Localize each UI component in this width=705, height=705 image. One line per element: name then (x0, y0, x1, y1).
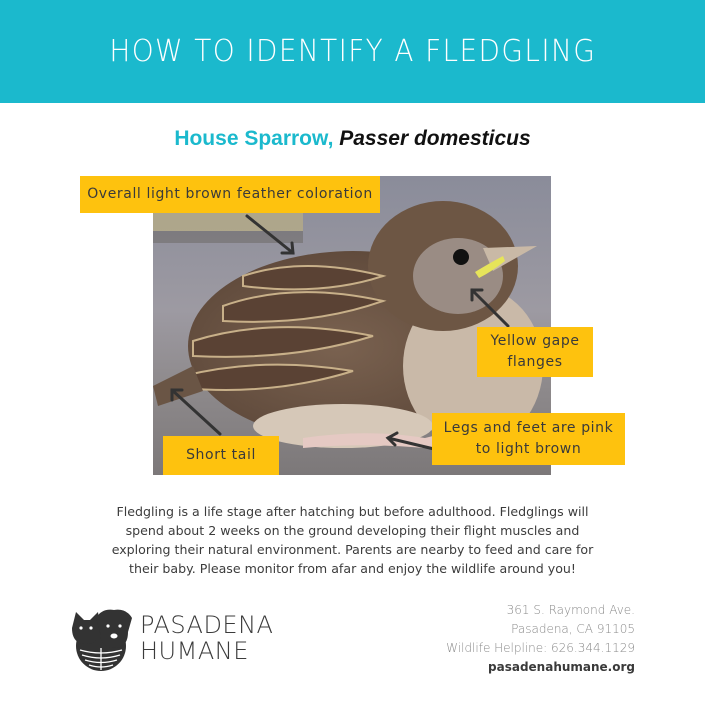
logo-line-1: PASADENA (140, 611, 274, 639)
label-gape-line1: Yellow gape (490, 333, 580, 349)
description-paragraph (80, 502, 625, 578)
label-gape-flanges (477, 327, 593, 377)
label-legs-feet (432, 413, 625, 465)
pasadena-humane-logo-icon (68, 606, 134, 672)
label-coloration: Overall light brown feather coloration (80, 176, 380, 213)
logo-line-2: HUMANE (140, 637, 249, 665)
label-gape-line2: flanges (507, 354, 563, 370)
description-line: exploring their natural environment. Parents are nearby to feed and care for (111, 542, 594, 557)
label-short-tail: Short tail (163, 436, 279, 475)
species-heading (0, 127, 705, 151)
species-latin-name: Passer domesticus (339, 127, 531, 150)
address-line-2: Pasadena, CA 91105 (511, 622, 635, 636)
label-legs-line1: Legs and feet are pink (443, 420, 614, 436)
logo-wordmark (140, 612, 273, 664)
description-line: spend about 2 weeks on the ground developing their flight muscles and (125, 523, 580, 538)
page-title: HOW TO IDENTIFY A FLEDGLING (109, 34, 596, 69)
contact-block (446, 601, 635, 677)
species-common-name: House Sparrow, (174, 127, 334, 150)
address-line-1: 361 S. Raymond Ave. (506, 603, 635, 617)
wildlife-helpline: Wildlife Helpline: 626.344.1129 (446, 641, 635, 655)
website-link[interactable]: pasadenahumane.org (488, 660, 635, 674)
label-legs-line2: to light brown (475, 441, 582, 457)
description-line: their baby. Please monitor from afar and enjoy the wildlife around you! (129, 561, 576, 576)
description-line: Fledgling is a life stage after hatching but before adulthood. Fledglings will (116, 504, 589, 519)
header-banner (0, 0, 705, 103)
